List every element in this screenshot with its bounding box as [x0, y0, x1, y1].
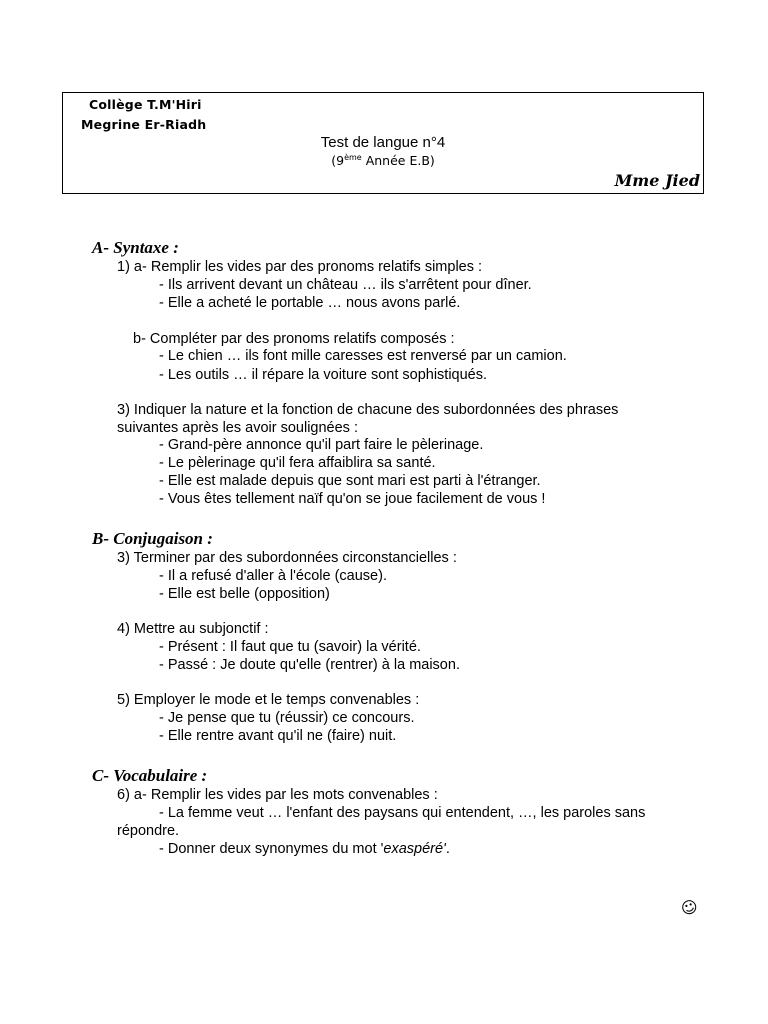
list-item: - Il a refusé d'aller à l'école (cause). — [159, 568, 387, 584]
test-subtitle: (9ème Année E.B) — [331, 153, 435, 168]
list-item: - Elle rentre avant qu'il ne (faire) nuit. — [159, 728, 397, 744]
question-1b: b- Compléter par des pronoms relatifs composés : — [133, 331, 455, 347]
list-item: - Grand-père annonce qu'il part faire le pèlerinage. — [159, 437, 484, 453]
list-item: - La femme veut … l'enfant des paysans qui entendent, …, les paroles sans — [159, 805, 646, 821]
list-item: - Le chien … ils font mille caresses est renversé par un camion. — [159, 348, 567, 364]
question-4: 4) Mettre au subjonctif : — [117, 621, 269, 637]
list-item: - Ils arrivent devant un château … ils s'arrêtent pour dîner. — [159, 277, 532, 293]
question-5: 5) Employer le mode et le temps convenables : — [117, 692, 420, 708]
header-box — [62, 92, 704, 194]
list-item-continuation: répondre. — [117, 823, 180, 839]
list-item: - Passé : Je doute qu'elle (rentrer) à la maison. — [159, 657, 460, 673]
teacher-name: Mme Jied — [614, 171, 700, 190]
question-3a-line2: suivantes après les avoir soulignées : — [117, 420, 358, 436]
question-6a: 6) a- Remplir les vides par les mots convenables : — [117, 787, 438, 803]
smiley-icon: ☺ — [678, 895, 701, 920]
question-1a: 1) a- Remplir les vides par des pronoms relatifs simples : — [117, 259, 483, 275]
question-3a-line1: 3) Indiquer la nature et la fonction de chacune des subordonnées des phrases — [117, 402, 619, 418]
section-conjugaison-heading: B- Conjugaison : — [92, 529, 213, 548]
section-syntaxe-heading: A- Syntaxe : — [92, 238, 179, 257]
list-item: - Le pèlerinage qu'il fera affaiblira sa santé. — [159, 455, 436, 471]
list-item: - Je pense que tu (réussir) ce concours. — [159, 710, 415, 726]
list-item: - Elle a acheté le portable … nous avons parlé. — [159, 295, 461, 311]
section-vocabulaire-heading: C- Vocabulaire : — [92, 766, 208, 785]
list-item: - Elle est belle (opposition) — [159, 586, 330, 602]
list-item: - Les outils … il répare la voiture sont sophistiqués. — [159, 367, 488, 383]
list-item: - Présent : Il faut que tu (savoir) la vérité. — [159, 639, 421, 655]
target-word: exaspéré' — [383, 841, 446, 857]
question-3b: 3) Terminer par des subordonnées circonstancielles : — [117, 550, 457, 566]
list-item: - Vous êtes tellement naïf qu'on se joue facilement de vous ! — [159, 491, 546, 507]
list-item: - Elle est malade depuis que sont mari est parti à l'étranger. — [159, 473, 541, 489]
school-name: Collège T.M'Hiri — [89, 97, 202, 112]
question-6b: - Donner deux synonymes du mot 'exaspéré'. — [159, 841, 450, 857]
test-title: Test de langue n°4 — [320, 134, 446, 151]
school-location: Megrine Er-Riadh — [81, 117, 207, 132]
